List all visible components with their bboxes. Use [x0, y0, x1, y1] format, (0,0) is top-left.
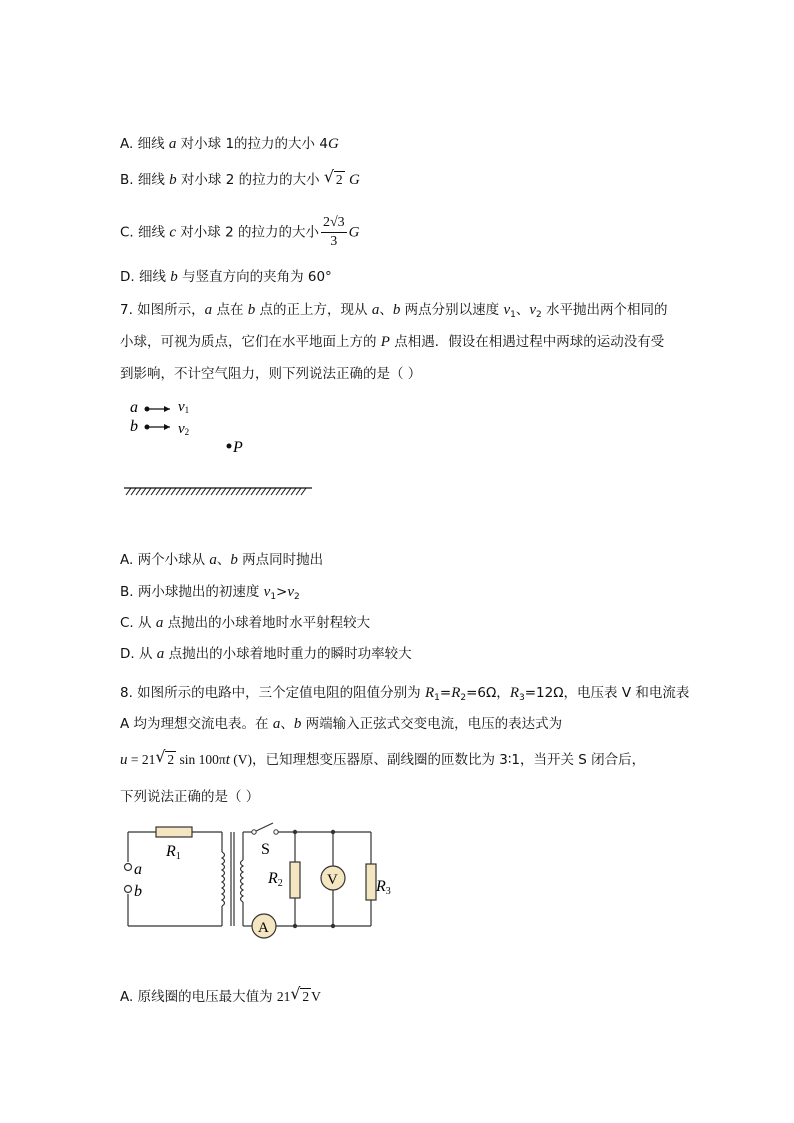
resistor-r2	[290, 862, 300, 898]
label-v1: v1	[178, 399, 190, 415]
secondary-coil	[241, 860, 244, 902]
label-voltmeter: V	[327, 872, 338, 888]
q7-option-c: C. 从 a 点抛出的小球着地时水平射程较大	[120, 615, 371, 631]
label-p: P	[233, 439, 243, 456]
switch-blade	[254, 823, 273, 832]
point-a	[145, 407, 150, 412]
junction-dot	[331, 924, 335, 928]
switch-contact	[274, 830, 278, 834]
junction-dot	[293, 830, 297, 834]
point-p	[227, 444, 232, 449]
q7-stem-line-3: 到影响，不计空气阻力，则下列说法正确的是（ ）	[120, 366, 422, 382]
terminal-a	[125, 864, 132, 871]
sqrt-symbol: √ 2	[155, 750, 176, 770]
q8-circuit-diagram	[118, 820, 398, 945]
q8-stem-line-2: A 均为理想交流电表。在 a、b 两端输入正弦式交变电流，电压的表达式为	[120, 716, 563, 732]
label-switch: S	[261, 841, 270, 858]
q7-option-a: A. 两个小球从 a、b 两点同时抛出	[120, 552, 324, 568]
terminal-b	[125, 886, 132, 893]
resistor-r3	[366, 864, 376, 900]
label-terminal-a: a	[134, 861, 142, 878]
arrowhead-b	[164, 424, 170, 430]
q7-option-b: B. 两小球抛出的初速度 $v_1>v_2$	[120, 584, 300, 602]
q6-option-b: B. 细线 b 对小球 2 的拉力的大小 √ 2 G	[120, 170, 360, 190]
q7-projectile-figure	[118, 392, 318, 500]
switch-contact	[252, 830, 256, 834]
label-v2: v2	[178, 421, 190, 437]
label-terminal-b: b	[134, 883, 142, 900]
q7-option-d: D. 从 a 点抛出的小球着地时重力的瞬时功率较大	[120, 646, 412, 662]
q8-stem-line-3: u = 21√ 2 sin 100πt (V)，已知理想变压器原、副线圈的匝数比为 3∶1，当开关 S 闭合后，	[120, 750, 645, 770]
label-b: b	[130, 418, 138, 435]
q7-stem-line-1: 7. 如图所示，a 点在 b 点的正上方，现从 a、b 两点分别以速度 $v_1$、$v_2$ 水平抛出两个相同的	[120, 302, 668, 320]
label-ammeter: A	[258, 920, 269, 936]
ground-hatching	[126, 488, 306, 495]
label-r2: R2	[268, 870, 283, 889]
q7-stem-line-2: 小球，可视为质点，它们在水平地面上方的 P 点相遇．假设在相遇过程中两球的运动没有受	[120, 334, 665, 350]
fraction: $\frac{2√3}{3}$	[322, 215, 345, 249]
junction-dot	[331, 830, 335, 834]
point-b	[145, 425, 150, 430]
q6-option-c: C. 细线 c 对小球 2 的拉力的大小 $\frac{2√3}{3}$ G	[120, 215, 360, 249]
label-r1: R1	[166, 843, 181, 862]
sqrt-symbol: √ 2	[324, 170, 345, 190]
q6-option-a: A. 细线 a 对小球 1的拉力的大小 4G	[120, 136, 339, 152]
resistor-r1	[156, 827, 192, 837]
junction-dot	[293, 924, 297, 928]
q6-option-d: D. 细线 b 与竖直方向的夹角为 60°	[120, 269, 332, 285]
q8-option-a: A. 原线圈的电压最大值为 21√ 2 V	[120, 987, 321, 1007]
arrowhead-a	[164, 406, 170, 412]
sqrt-symbol: √ 2	[290, 987, 311, 1007]
label-r3: R3	[376, 878, 391, 897]
q8-stem-line-4: 下列说法正确的是（ ）	[120, 789, 260, 805]
primary-coil	[222, 852, 225, 906]
label-a: a	[130, 399, 138, 416]
q8-stem-line-1: 8. 如图所示的电路中，三个定值电阻的阻值分别为 $R_1=R_2=6\Omega$，$R_3=12\Omega$，电压表 V 和电流表	[120, 685, 690, 703]
